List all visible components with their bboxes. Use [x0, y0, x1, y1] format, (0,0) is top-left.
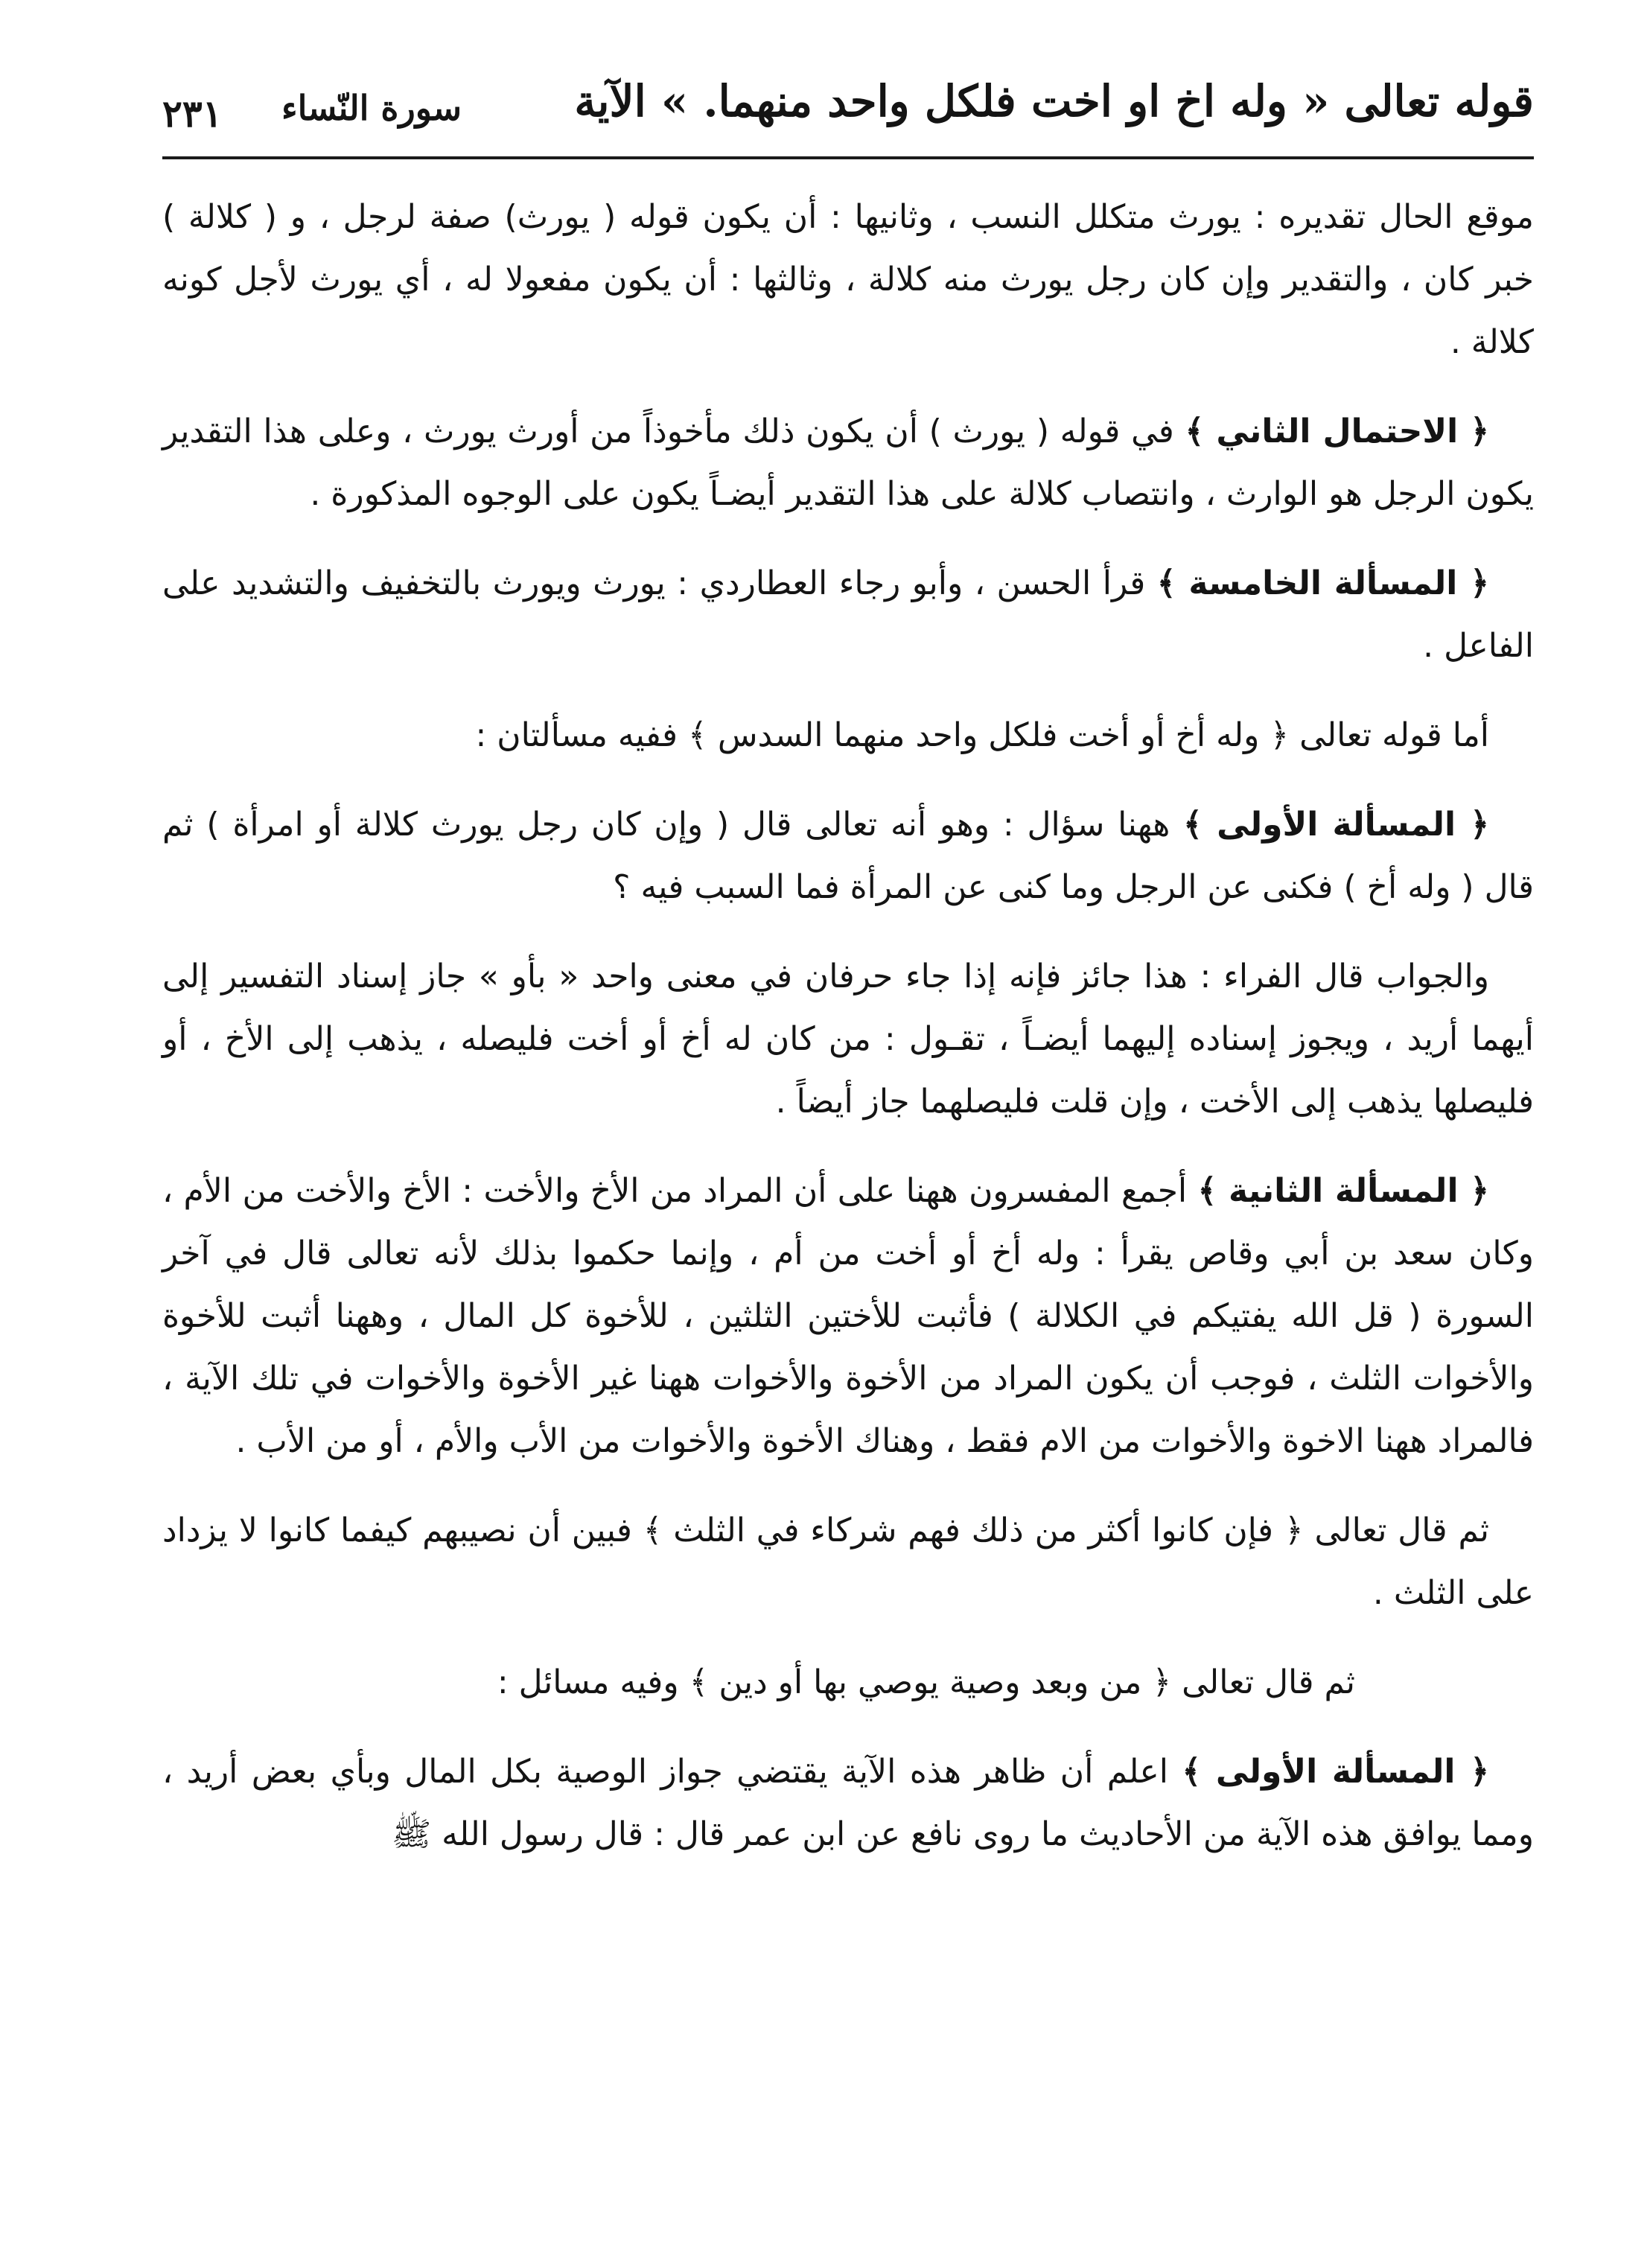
- paragraph-5: [162, 794, 1534, 919]
- paragraph-text: في قوله ( يورث ) أن يكون ذلك مأخوذاً من أورث يورث ، وعلى هذا التقدير يكون الرجل هو الوارث ، وانتصاب كلالة على هذا التقدير أيضـاً يكون على الوجوه المذكورة .: [162, 412, 1534, 513]
- paragraph-10: [162, 1741, 1534, 1866]
- page-number: ٢٣١: [162, 92, 223, 136]
- paragraph-text: قرأ الحسن ، وأبو رجاء العطاردي : يورث ويورث بالتخفيف والتشديد على الفاعل .: [162, 564, 1534, 665]
- section-heading: ﴿ المسألة الخامسة ﴾: [1156, 564, 1490, 602]
- paragraph-text: والجواب قال الفراء : هذا جائز فإنه إذا جاء حرفان في معنى واحد « بأو » جاز إسناد التفسير إلى أيهما أريد ، ويجوز إسناده إليهما أيضـاً ، تقـول : من كان له أخ أو أخت فليصله ، يذهب إلى الأخ ، أو فليصلها يذهب إلى الأخت ، وإن قلت فليصلهما جاز أيضاً .: [162, 958, 1534, 1121]
- body-text: [162, 186, 1534, 1893]
- paragraph-text: أجمع المفسرون ههنا على أن المراد من الأخ والأخت : الأخ والأخت من الأم ، وكان سعد بن أبي وقاص يقرأ : وله أخ أو أخت من أم ، وإنما حكموا بذلك لأنه تعالى قال في آخر السورة ( قل الله يفتيكم في الكلالة ) فأثبت للأختين الثلثين ، للأخوة كل المال ، وههنا أثبت للأخوة والأخوات الثلث ، فوجب أن يكون المراد من الأخوة والأخوات ههنا غير الأخوة والأخوات في تلك الآية ، فالمراد ههنا الاخوة والأخوات من الام فقط ، وهناك الأخوة والأخوات من الأب والأم ، أو من الأب .: [162, 1172, 1534, 1460]
- paragraph-text: ثم قال تعالى ﴿ فإن كانوا أكثر من ذلك فهم شركاء في الثلث ﴾ فبين أن نصيبهم كيفما كانوا لا يزداد على الثلث .: [162, 1512, 1534, 1612]
- section-heading: ﴿ المسألة الأولى ﴾: [1183, 806, 1490, 844]
- paragraph-1: [162, 186, 1534, 374]
- section-heading: ﴿ المسألة الثانية ﴾: [1197, 1172, 1489, 1210]
- paragraph-3: [162, 552, 1534, 678]
- header-title: قوله تعالى « وله اخ او اخت فلكل واحد منهما. » الآية: [574, 76, 1534, 127]
- paragraph-text: ثم قال تعالى ﴿ من وبعد وصية يوصي بها أو دين ﴾ وفيه مسائل :: [497, 1663, 1355, 1701]
- paragraph-text: ههنا سؤال : وهو أنه تعالى قال ( وإن كان رجل يورث كلالة أو امرأة ) ثم قال ( وله أخ ) فكنى عن الرجل وما كنى عن المرأة فما السبب فيه ؟: [162, 806, 1534, 906]
- paragraph-2: [162, 401, 1534, 526]
- paragraph-8: [162, 1500, 1534, 1625]
- paragraph-6: [162, 946, 1534, 1133]
- paragraph-7: [162, 1160, 1534, 1473]
- running-header: [162, 71, 1534, 146]
- paragraph-text: موقع الحال تقديره : يورث متكلل النسب ، وثانيها : أن يكون قوله ( يورث) صفة لرجل ، و ( كلالة ) خبر كان ، والتقدير وإن كان رجل يورث منه كلالة ، وثالثها : أن يكون مفعولا له ، أي يورث لأجل كونه كلالة .: [162, 198, 1534, 361]
- section-heading: ﴿ الاحتمال الثاني ﴾: [1185, 412, 1489, 450]
- paragraph-text: اعلم أن ظاهر هذه الآية يقتضي جواز الوصية بكل المال وبأي بعض أريد ، ومما يوافق هذه الآية من الأحاديث ما روى نافع عن ابن عمر قال : قال رسول الله ﷺ: [162, 1753, 1534, 1853]
- paragraph-4: [162, 704, 1534, 767]
- header-divider: [162, 156, 1534, 159]
- paragraph-text: أما قوله تعالى ﴿ وله أخ أو أخت فلكل واحد منهما السدس ﴾ ففيه مسألتان :: [475, 716, 1489, 754]
- section-heading: ﴿ المسألة الأولى ﴾: [1182, 1753, 1489, 1791]
- header-surah-name: سورة النّساء: [281, 88, 462, 128]
- paragraph-9: [162, 1651, 1534, 1714]
